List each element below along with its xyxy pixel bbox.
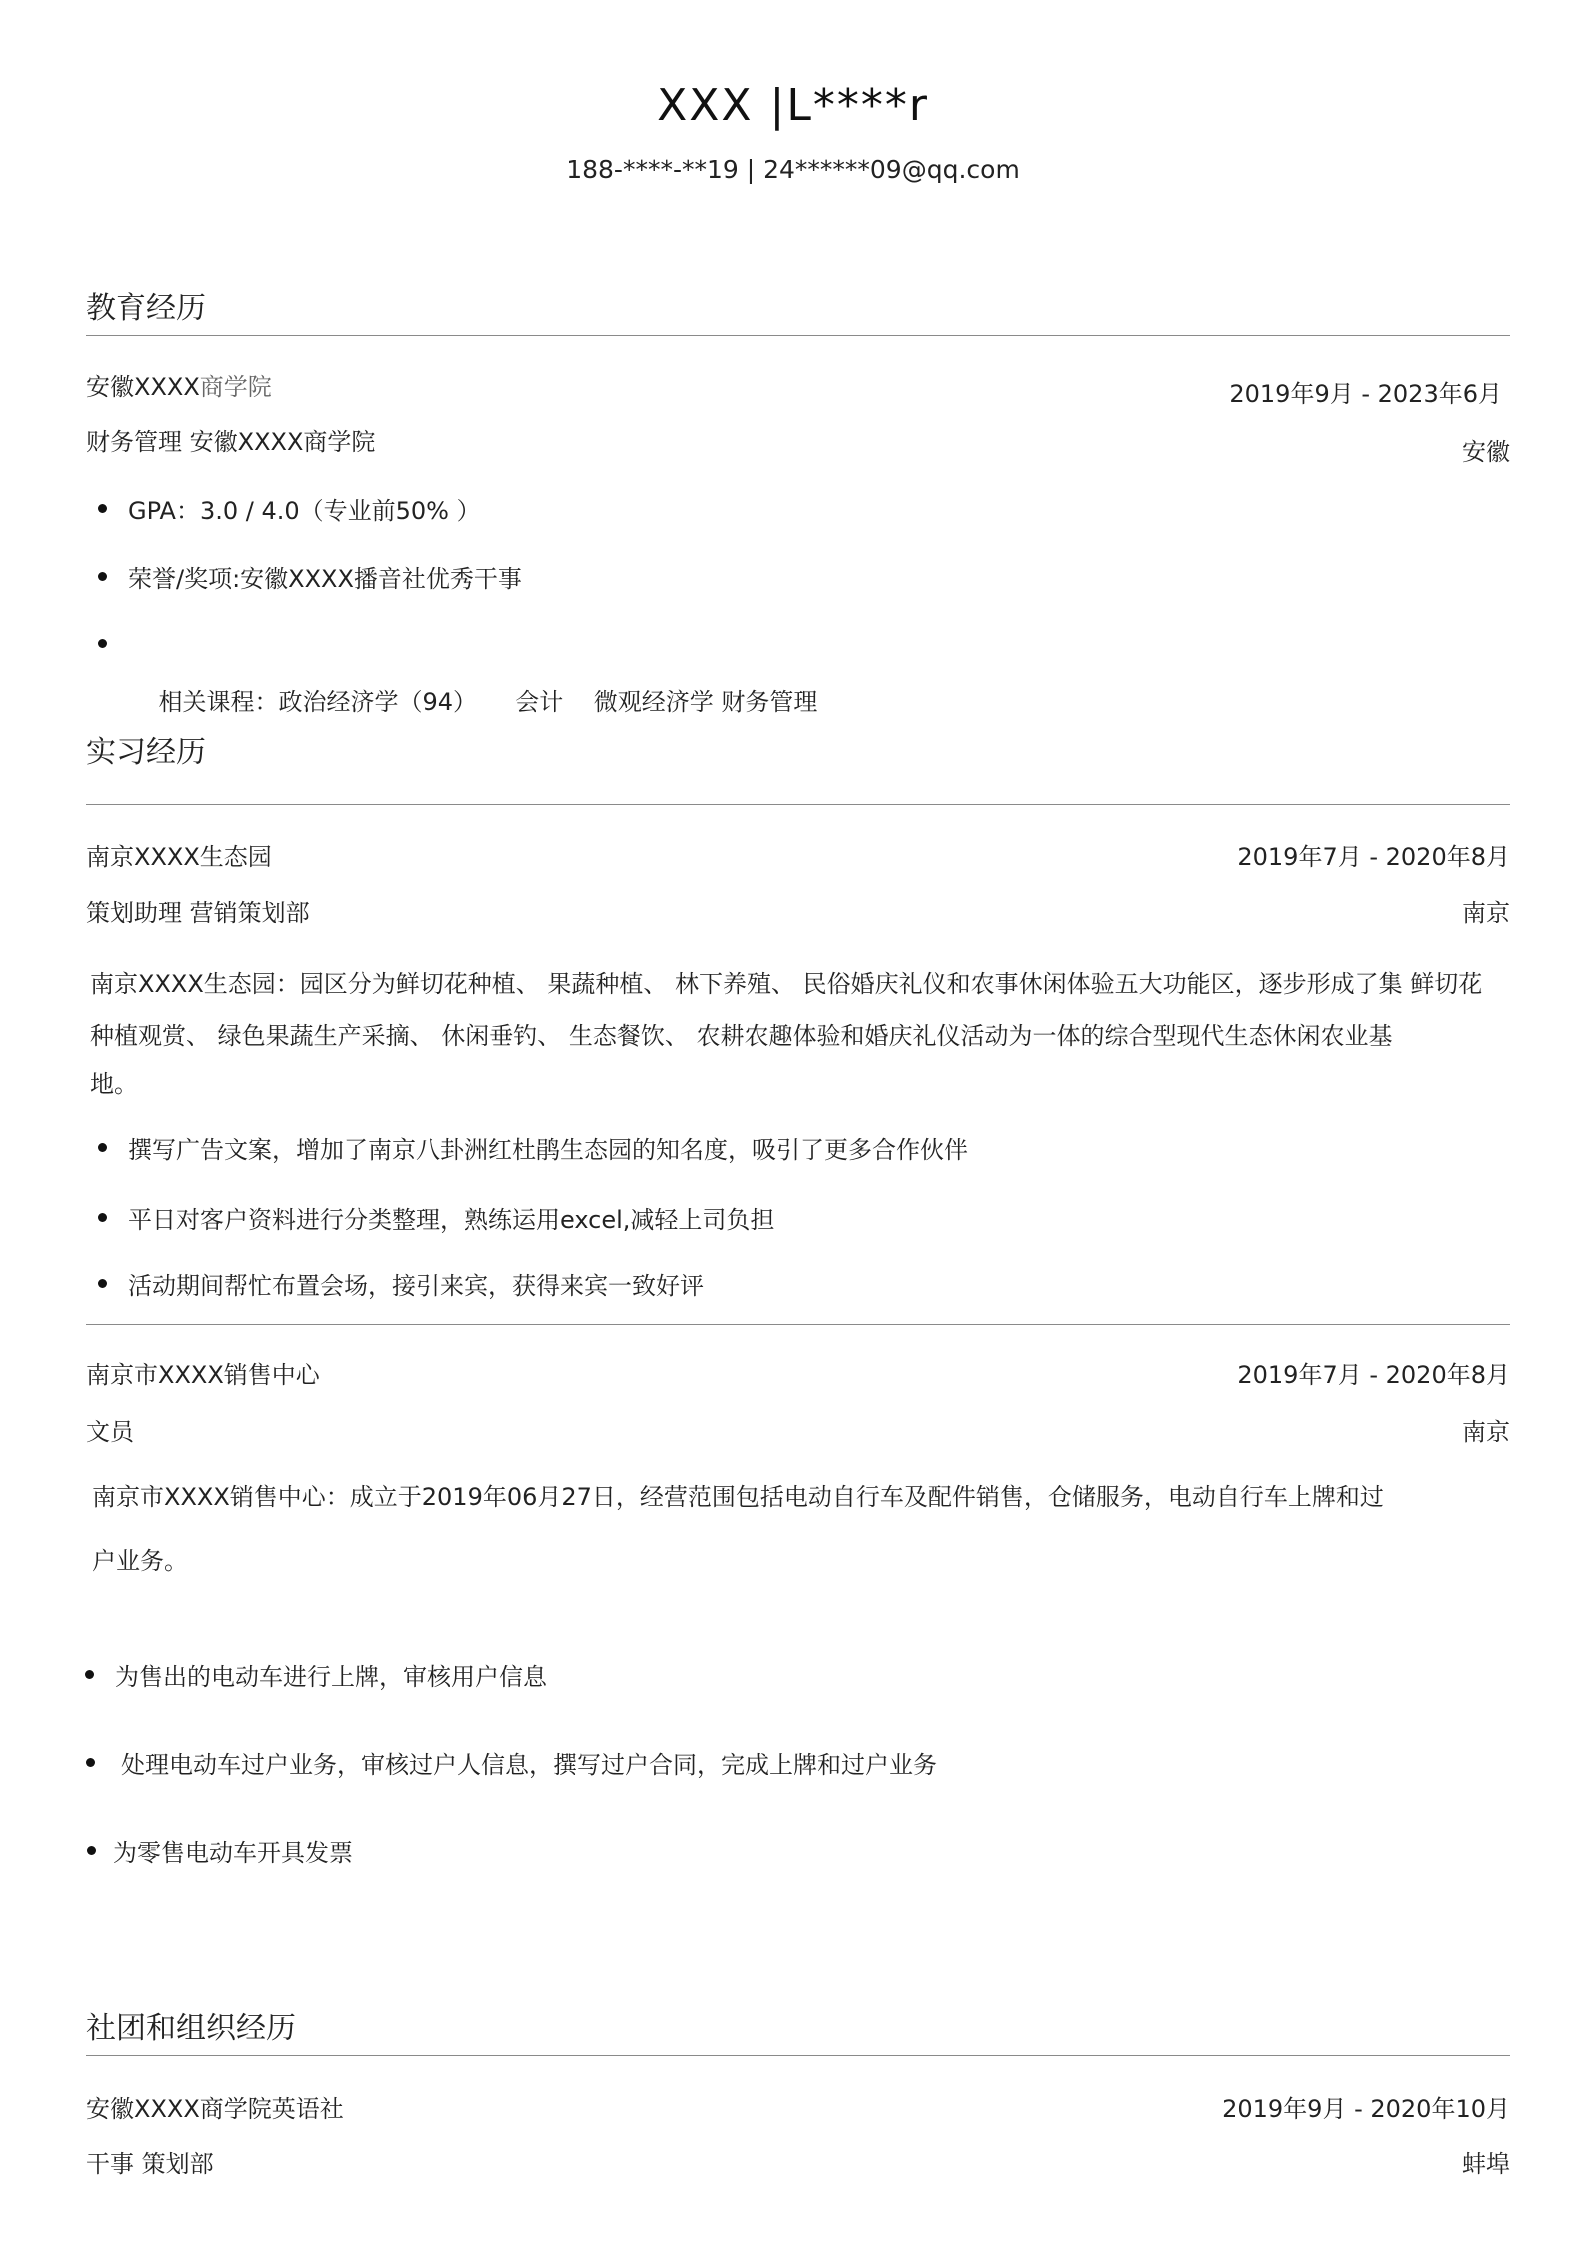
- bullet-dot-icon: [87, 1846, 96, 1855]
- bullet-dot-icon: [98, 639, 107, 648]
- education-school-suffix: 商学院: [199, 373, 272, 401]
- internship-description-line: 南京市XXXX销售中心：成立于2019年06月27日，经营范围包括电动自行车及配件销售，仓储服务，电动自行车上牌和过: [92, 1483, 1384, 1511]
- list-item: 处理电动车过户业务，审核过户人信息，撰写过户合同，完成上牌和过户业务: [121, 1745, 937, 1780]
- internship-location: 南京: [1462, 899, 1510, 927]
- education-major: 财务管理 安徽XXXX商学院: [86, 428, 376, 456]
- bullet-dot-icon: [98, 1143, 107, 1152]
- education-dates: 2019年9月 - 2023年6月: [1229, 380, 1502, 408]
- section-divider: [86, 335, 1510, 336]
- internship-description-line: 南京XXXX生态园：园区分为鲜切花种植、 果蔬种植、 林下养殖、 民俗婚庆礼仪和农事休闲体验五大功能区，逐步形成了集 鲜切花: [90, 970, 1483, 998]
- club-dates: 2019年9月 - 2020年10月: [1222, 2095, 1510, 2123]
- list-item: GPA：3.0 / 4.0（专业前50% ）: [128, 491, 481, 526]
- club-org: 安徽XXXX商学院英语社: [86, 2095, 344, 2123]
- internship-dates: 2019年7月 - 2020年8月: [1237, 1361, 1510, 1389]
- internship-org: 南京市XXXX销售中心: [86, 1361, 320, 1389]
- education-school: [86, 367, 272, 402]
- list-item: 相关课程：政治经济学（94） 会计 微观经济学 财务管理: [128, 626, 817, 745]
- list-item: 撰写广告文案，增加了南京八卦洲红杜鹃生态园的知名度，吸引了更多合作伙伴: [128, 1130, 968, 1165]
- education-school-prefix: 安徽XXXX: [86, 373, 200, 401]
- bullet-dot-icon: [98, 504, 107, 513]
- internship-description-line: 种植观赏、 绿色果蔬生产采摘、 休闲垂钓、 生态餐饮、 农耕农趣体验和婚庆礼仪活动为一体的综合型现代生态休闲农业基: [90, 1022, 1393, 1050]
- internship-org: 南京XXXX生态园: [86, 843, 272, 871]
- bullet-dot-icon: [98, 572, 107, 581]
- section-title-clubs: 社团和组织经历: [86, 2011, 296, 2046]
- list-item: 为售出的电动车进行上牌，审核用户信息: [115, 1657, 547, 1692]
- list-item: 荣誉/奖项:安徽XXXX播音社优秀干事: [128, 559, 522, 594]
- bullet-dot-icon: [98, 1213, 107, 1222]
- list-item: 平日对客户资料进行分类整理，熟练运用excel,减轻上司负担: [128, 1200, 774, 1235]
- club-location: 蚌埠: [1462, 2150, 1510, 2178]
- candidate-name: XXX |L****r: [657, 80, 929, 131]
- internship-description-line: 户业务。: [92, 1547, 188, 1575]
- internship-role: 文员: [86, 1418, 134, 1446]
- education-location: 安徽: [1462, 438, 1510, 466]
- club-role: 干事 策划部: [86, 2150, 214, 2178]
- section-divider: [86, 804, 1510, 805]
- entry-divider: [86, 1324, 1510, 1325]
- internship-location: 南京: [1462, 1418, 1510, 1446]
- list-item: 为零售电动车开具发票: [113, 1833, 353, 1868]
- bullet-dot-icon: [86, 1758, 95, 1767]
- internship-dates: 2019年7月 - 2020年8月: [1237, 843, 1510, 871]
- section-title-education: 教育经历: [86, 291, 206, 326]
- list-item: 活动期间帮忙布置会场，接引来宾，获得来宾一致好评: [128, 1266, 704, 1301]
- internship-description-line: 地。: [90, 1070, 138, 1098]
- bullet-dot-icon: [85, 1670, 94, 1679]
- bullet-dot-icon: [98, 1279, 107, 1288]
- internship-role: 策划助理 营销策划部: [86, 899, 310, 927]
- section-divider: [86, 2055, 1510, 2056]
- section-title-internship: 实习经历: [86, 735, 206, 770]
- contact-line: 188-****-**19 | 24******09@qq.com: [566, 155, 1020, 184]
